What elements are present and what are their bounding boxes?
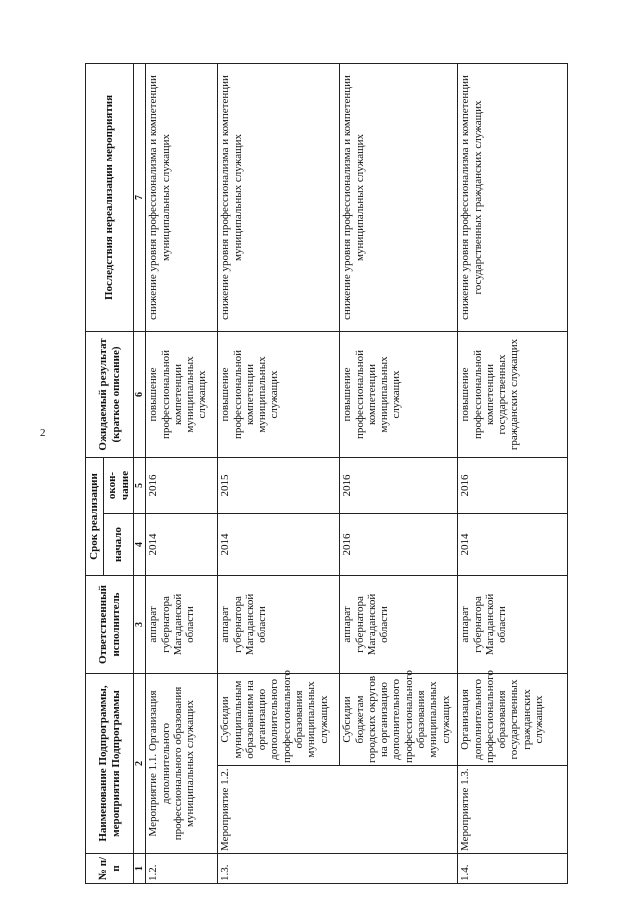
row-name: Мероприятие 1.2.	[218, 766, 458, 854]
table-row	[458, 63, 568, 883]
header-num: № п/п	[86, 854, 134, 884]
row-end: 2016	[458, 457, 568, 513]
header-end: окон-чание	[104, 457, 134, 513]
row-executor: аппарат губернатора Магаданской области	[146, 576, 218, 674]
col-number: 6	[134, 331, 146, 457]
header-result: Ожидаемый результат (краткое описание)	[86, 331, 134, 457]
header-consequences: Последствия нереализации мероприятия	[86, 63, 134, 331]
row-result: повышение профессиональной компетенции муниципальных служащих	[146, 331, 218, 457]
row-consequences: снижение уровня профессионализма и компетенции муниципальных служащих	[340, 63, 458, 331]
col-number: 1	[134, 854, 146, 884]
header-start: начало	[104, 514, 134, 576]
row-start: 2016	[340, 514, 458, 576]
header-period: Срок реализации	[86, 457, 104, 575]
row-subitem: Организация дополнительного профессионального образования государственных гражданских служащих	[458, 674, 568, 766]
subprogram-table	[85, 63, 568, 884]
header-name: Наименование Подпрограммы, мероприятия Подпрограммы	[86, 674, 134, 854]
row-start: 2014	[146, 514, 218, 576]
row-result: повышение профессиональной компетенции муниципальных служащих	[340, 331, 458, 457]
row-end: 2016	[340, 457, 458, 513]
row-executor: аппарат губернатора Магаданской области	[340, 576, 458, 674]
row-num: 1.4.	[458, 854, 568, 884]
col-number: 4	[134, 514, 146, 576]
row-executor: аппарат губернатора Магаданской области	[458, 576, 568, 674]
row-name: Мероприятие 1.1. Организация дополнительного профессионального образования муниципальных служащих	[146, 674, 218, 854]
row-consequences: снижение уровня профессионализма и компетенции муниципальных служащих	[218, 63, 340, 331]
row-result: повышение профессиональной компетенции муниципальных служащих	[218, 331, 340, 457]
page-number: 2	[40, 427, 46, 439]
col-number: 3	[134, 576, 146, 674]
row-name: Мероприятие 1.3.	[458, 766, 568, 854]
table-row	[340, 63, 458, 883]
row-end: 2016	[146, 457, 218, 513]
row-subitem: Субсидии бюджетам городских округов на организацию дополнительного профессионального образования муниципальных служащих	[340, 674, 458, 766]
table-row	[218, 63, 340, 883]
col-number: 7	[134, 63, 146, 331]
row-end: 2015	[218, 457, 340, 513]
row-result: повышение профессиональной компетенции государственных гражданских служащих	[458, 331, 568, 457]
col-number: 2	[134, 674, 146, 854]
col-number: 5	[134, 457, 146, 513]
row-consequences: снижение уровня профессионализма и компетенции государственных гражданских служащих	[458, 63, 568, 331]
row-start: 2014	[458, 514, 568, 576]
header-executor: Ответственный исполнитель	[86, 576, 134, 674]
rotated-page	[85, 64, 555, 884]
row-start: 2014	[218, 514, 340, 576]
row-executor: аппарат губернатора Магаданской области	[218, 576, 340, 674]
row-subitem: Субсидии муниципальным образованиям на организацию дополнительного профессионального образования муниципальных служащих	[218, 674, 340, 766]
row-num: 1.3.	[218, 854, 458, 884]
table-row	[146, 63, 218, 883]
row-consequences: снижение уровня профессионализма и компетенции муниципальных служащих	[146, 63, 218, 331]
row-num: 1.2.	[146, 854, 218, 884]
